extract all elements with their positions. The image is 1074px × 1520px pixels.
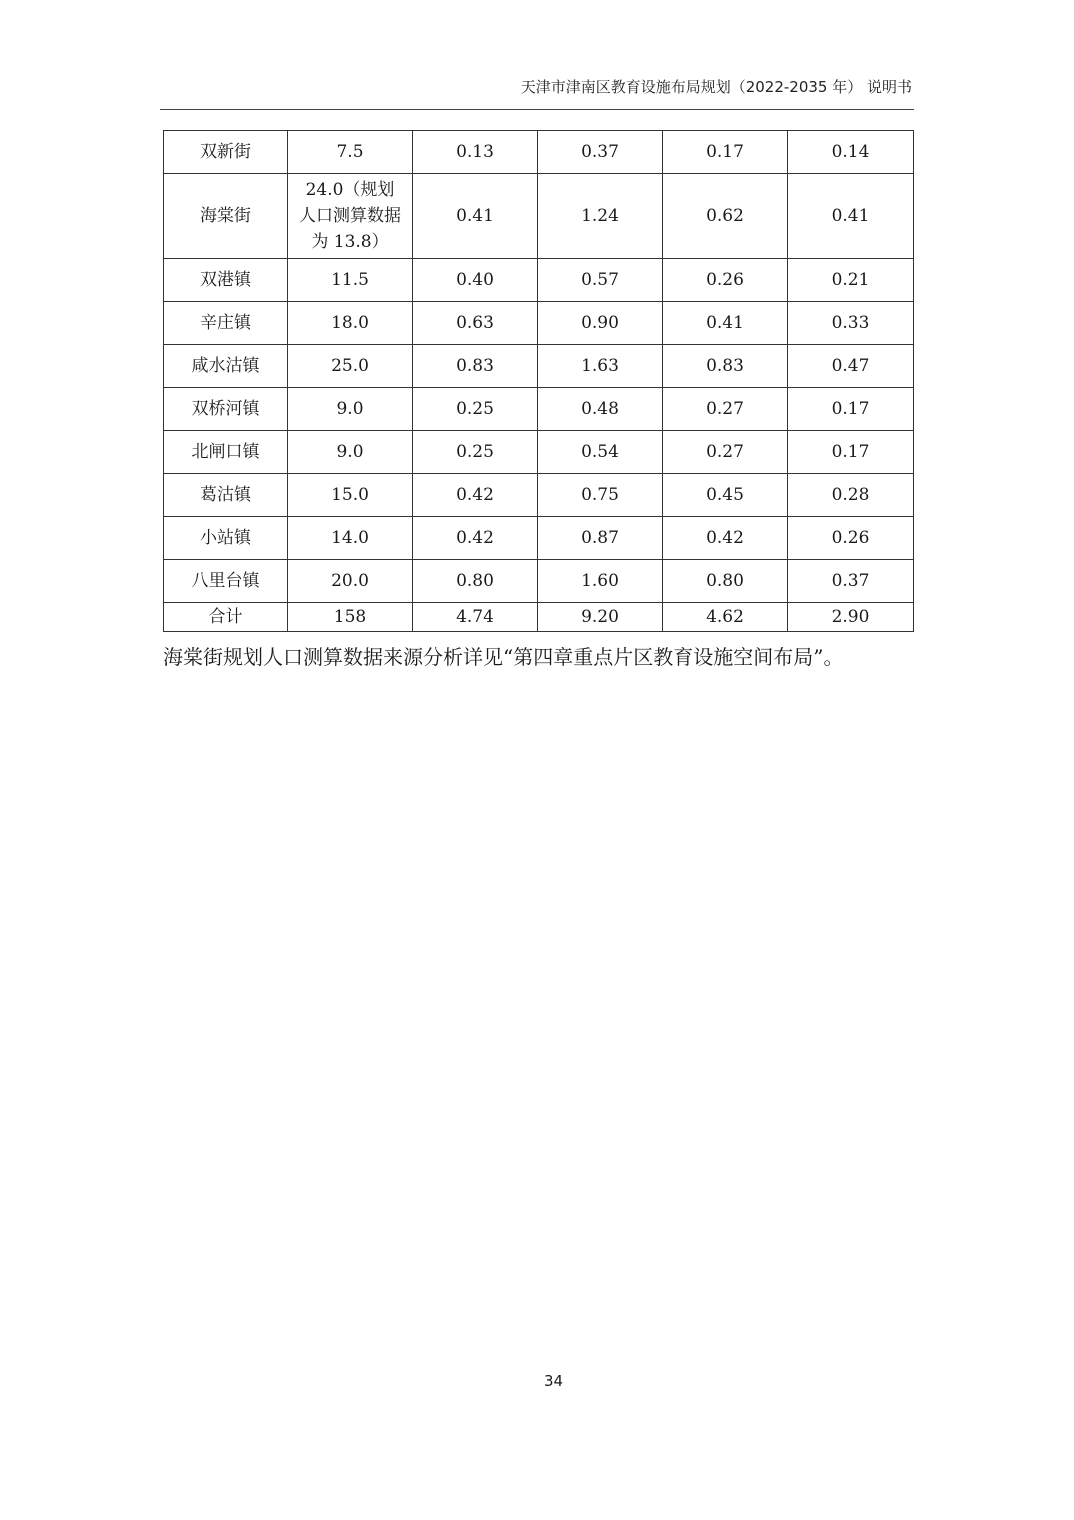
table-cell-name: 合计 <box>164 603 288 632</box>
table-cell: 4.62 <box>663 603 788 632</box>
table-cell: 0.83 <box>413 345 538 388</box>
table-row <box>164 474 914 517</box>
table-cell: 0.87 <box>538 517 663 560</box>
table-cell: 0.25 <box>413 431 538 474</box>
table-row <box>164 131 914 174</box>
table-cell: 1.60 <box>538 560 663 603</box>
table-cell: 0.14 <box>788 131 914 174</box>
table-cell-name: 八里台镇 <box>164 560 288 603</box>
table-cell: 0.21 <box>788 259 914 302</box>
table-cell: 18.0 <box>288 302 413 345</box>
table-cell: 1.24 <box>538 174 663 259</box>
table-row <box>164 388 914 431</box>
table-row <box>164 431 914 474</box>
table-row <box>164 345 914 388</box>
table-cell: 1.63 <box>538 345 663 388</box>
table-cell: 0.42 <box>413 517 538 560</box>
table-cell: 0.42 <box>413 474 538 517</box>
table-cell-wrapped <box>288 174 413 259</box>
header-divider <box>160 109 914 110</box>
table-cell: 0.47 <box>788 345 914 388</box>
table-cell: 20.0 <box>288 560 413 603</box>
table-cell: 158 <box>288 603 413 632</box>
table-row <box>164 174 914 259</box>
table-cell: 0.28 <box>788 474 914 517</box>
table-cell: 9.0 <box>288 388 413 431</box>
table-cell-name: 咸水沽镇 <box>164 345 288 388</box>
table-cell: 0.13 <box>413 131 538 174</box>
table-cell: 2.90 <box>788 603 914 632</box>
table-cell: 0.27 <box>663 431 788 474</box>
table-cell: 7.5 <box>288 131 413 174</box>
table-cell: 0.17 <box>788 388 914 431</box>
table-cell: 0.90 <box>538 302 663 345</box>
table-cell-name: 海棠街 <box>164 174 288 259</box>
table-row <box>164 517 914 560</box>
table-cell-name: 小站镇 <box>164 517 288 560</box>
page-number: 34 <box>543 1372 564 1390</box>
table-cell: 0.33 <box>788 302 914 345</box>
table-total-row <box>164 603 914 632</box>
table-cell-name: 辛庄镇 <box>164 302 288 345</box>
table-cell: 4.74 <box>413 603 538 632</box>
table-cell: 0.75 <box>538 474 663 517</box>
table-cell: 0.41 <box>413 174 538 259</box>
table-footnote: 海棠街规划人口测算数据来源分析详见“第四章重点片区教育设施空间布局”。 <box>163 645 844 669</box>
table-cell: 0.40 <box>413 259 538 302</box>
table-cell: 0.25 <box>413 388 538 431</box>
table-row <box>164 302 914 345</box>
table-cell: 15.0 <box>288 474 413 517</box>
table-cell-name: 双港镇 <box>164 259 288 302</box>
table-cell: 14.0 <box>288 517 413 560</box>
table-cell: 0.37 <box>788 560 914 603</box>
table-cell: 0.80 <box>413 560 538 603</box>
table-cell: 0.26 <box>788 517 914 560</box>
table-cell: 0.37 <box>538 131 663 174</box>
table-cell: 0.62 <box>663 174 788 259</box>
table-cell: 0.45 <box>663 474 788 517</box>
table-cell: 0.27 <box>663 388 788 431</box>
table-cell: 0.41 <box>663 302 788 345</box>
table-cell: 0.17 <box>663 131 788 174</box>
table-cell: 0.54 <box>538 431 663 474</box>
table-cell-name: 葛沽镇 <box>164 474 288 517</box>
table-row <box>164 560 914 603</box>
table-row <box>164 259 914 302</box>
table-cell: 9.0 <box>288 431 413 474</box>
document-header-title: 天津市津南区教育设施布局规划（2022-2035 年） 说明书 <box>520 78 912 96</box>
table-cell-name: 双桥河镇 <box>164 388 288 431</box>
table-cell: 0.26 <box>663 259 788 302</box>
table-cell: 0.17 <box>788 431 914 474</box>
table-cell: 0.42 <box>663 517 788 560</box>
table-cell-name: 双新街 <box>164 131 288 174</box>
table-cell-name: 北闸口镇 <box>164 431 288 474</box>
table-cell: 9.20 <box>538 603 663 632</box>
table-cell: 0.41 <box>788 174 914 259</box>
table-cell: 0.83 <box>663 345 788 388</box>
table-cell: 0.48 <box>538 388 663 431</box>
table-cell: 25.0 <box>288 345 413 388</box>
table-cell: 11.5 <box>288 259 413 302</box>
table-cell: 0.63 <box>413 302 538 345</box>
table-cell: 0.80 <box>663 560 788 603</box>
table-cell: 0.57 <box>538 259 663 302</box>
data-table <box>163 130 914 632</box>
table-cell-wrapped-text: 24.0（规划人口测算数据为 13.8） <box>299 180 401 252</box>
